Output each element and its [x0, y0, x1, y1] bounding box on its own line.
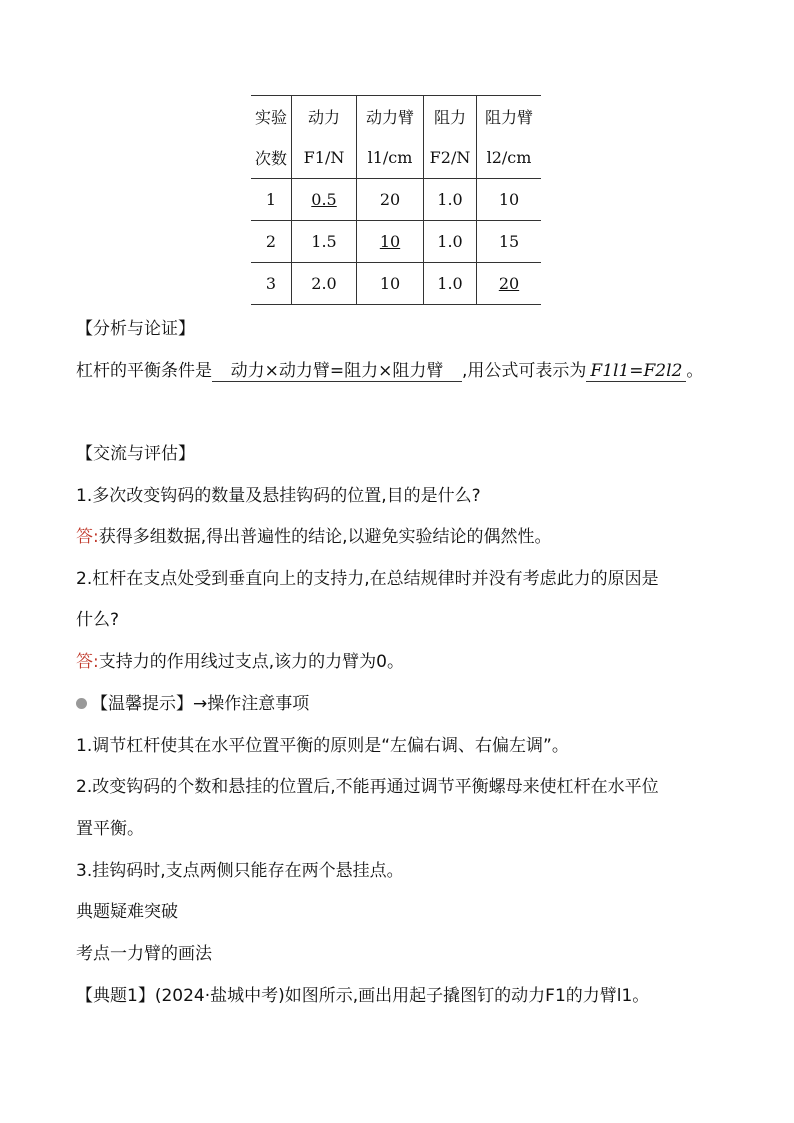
- table-cell: 1.0: [424, 263, 477, 305]
- table-cell: 10: [357, 263, 424, 305]
- tip-bulb-icon: [76, 698, 87, 709]
- answer-1-text: 获得多组数据,得出普遍性的结论,以避免实验结论的偶然性。: [98, 527, 552, 547]
- table-cell: 10: [477, 179, 542, 221]
- table-header-cell: 动力: [292, 96, 357, 138]
- table-cell: 2: [251, 221, 292, 263]
- answer-2-text: 支持力的作用线过支点,该力的力臂为0。: [98, 652, 404, 672]
- analysis-suffix: 。: [686, 361, 704, 381]
- table-cell: 1: [251, 179, 292, 221]
- answer-blank-condition: 动力×动力臂=阻力×阻力臂: [212, 356, 462, 382]
- table-header-cell: 动力臂: [357, 96, 424, 138]
- table-cell: 10: [357, 221, 424, 263]
- table-row: [251, 179, 541, 221]
- table-header-row: [251, 137, 541, 179]
- table-row: [251, 221, 541, 263]
- answer-label: 答:: [76, 527, 99, 547]
- analysis-prefix: 杠杆的平衡条件是: [76, 361, 212, 381]
- table-cell: 15: [477, 221, 542, 263]
- analysis-sentence: [76, 356, 703, 382]
- exchange-heading: 【交流与评估】: [76, 444, 195, 464]
- table-cell: 0.5: [292, 179, 357, 221]
- table-header-cell: 实验: [251, 96, 292, 138]
- experiment-table: [251, 95, 541, 305]
- answer-label: 答:: [76, 652, 99, 672]
- table-cell: 20: [477, 263, 542, 305]
- table-header-cell: l2/cm: [477, 137, 542, 179]
- question-2-line2: 什么?: [76, 610, 120, 630]
- question-1: 1.多次改变钩码的数量及悬挂钩码的位置,目的是什么?: [76, 486, 481, 506]
- table-header-cell: 次数: [251, 137, 292, 179]
- tip-2-line2: 置平衡。: [76, 819, 144, 839]
- table-header-cell: l1/cm: [357, 137, 424, 179]
- table-cell: 3: [251, 263, 292, 305]
- analysis-heading: 【分析与论证】: [76, 319, 195, 339]
- table-row: [251, 263, 541, 305]
- table-cell: 2.0: [292, 263, 357, 305]
- question-2-line1: 2.杠杆在支点处受到垂直向上的支持力,在总结规律时并没有考虑此力的原因是: [76, 569, 659, 589]
- tip-1: 1.调节杠杆使其在水平位置平衡的原则是“左偏右调、右偏左调”。: [76, 736, 569, 756]
- tips-heading-line: [76, 689, 309, 714]
- table-header-cell: 阻力臂: [477, 96, 542, 138]
- table-cell: 1.5: [292, 221, 357, 263]
- section-title: 典题疑难突破: [76, 902, 178, 922]
- example-text: (2024·盐城中考)如图所示,画出用起子撬图钉的动力F1的力臂l1。: [154, 986, 650, 1006]
- table-cell: 1.0: [424, 221, 477, 263]
- tip-2-line1: 2.改变钩码的个数和悬挂的位置后,不能再通过调节平衡螺母来使杠杆在水平位: [76, 777, 659, 797]
- table-header-cell: F1/N: [292, 137, 357, 179]
- answer-blank-formula: F1l1=F2l2: [586, 361, 686, 382]
- analysis-middle: ,用公式可表示为: [462, 361, 587, 381]
- table-cell: 1.0: [424, 179, 477, 221]
- tips-heading: 【温馨提示】→操作注意事项: [91, 694, 310, 714]
- table-header-cell: 阻力: [424, 96, 477, 138]
- table-header-cell: F2/N: [424, 137, 477, 179]
- example-1: [76, 981, 649, 1006]
- table-header-row: [251, 96, 541, 138]
- tip-3: 3.挂钩码时,支点两侧只能存在两个悬挂点。: [76, 861, 404, 881]
- example-label: 【典题1】: [76, 986, 155, 1006]
- answer-2: [76, 647, 404, 672]
- topic-title: 考点一力臂的画法: [76, 944, 212, 964]
- table-cell: 20: [357, 179, 424, 221]
- answer-1: [76, 522, 552, 547]
